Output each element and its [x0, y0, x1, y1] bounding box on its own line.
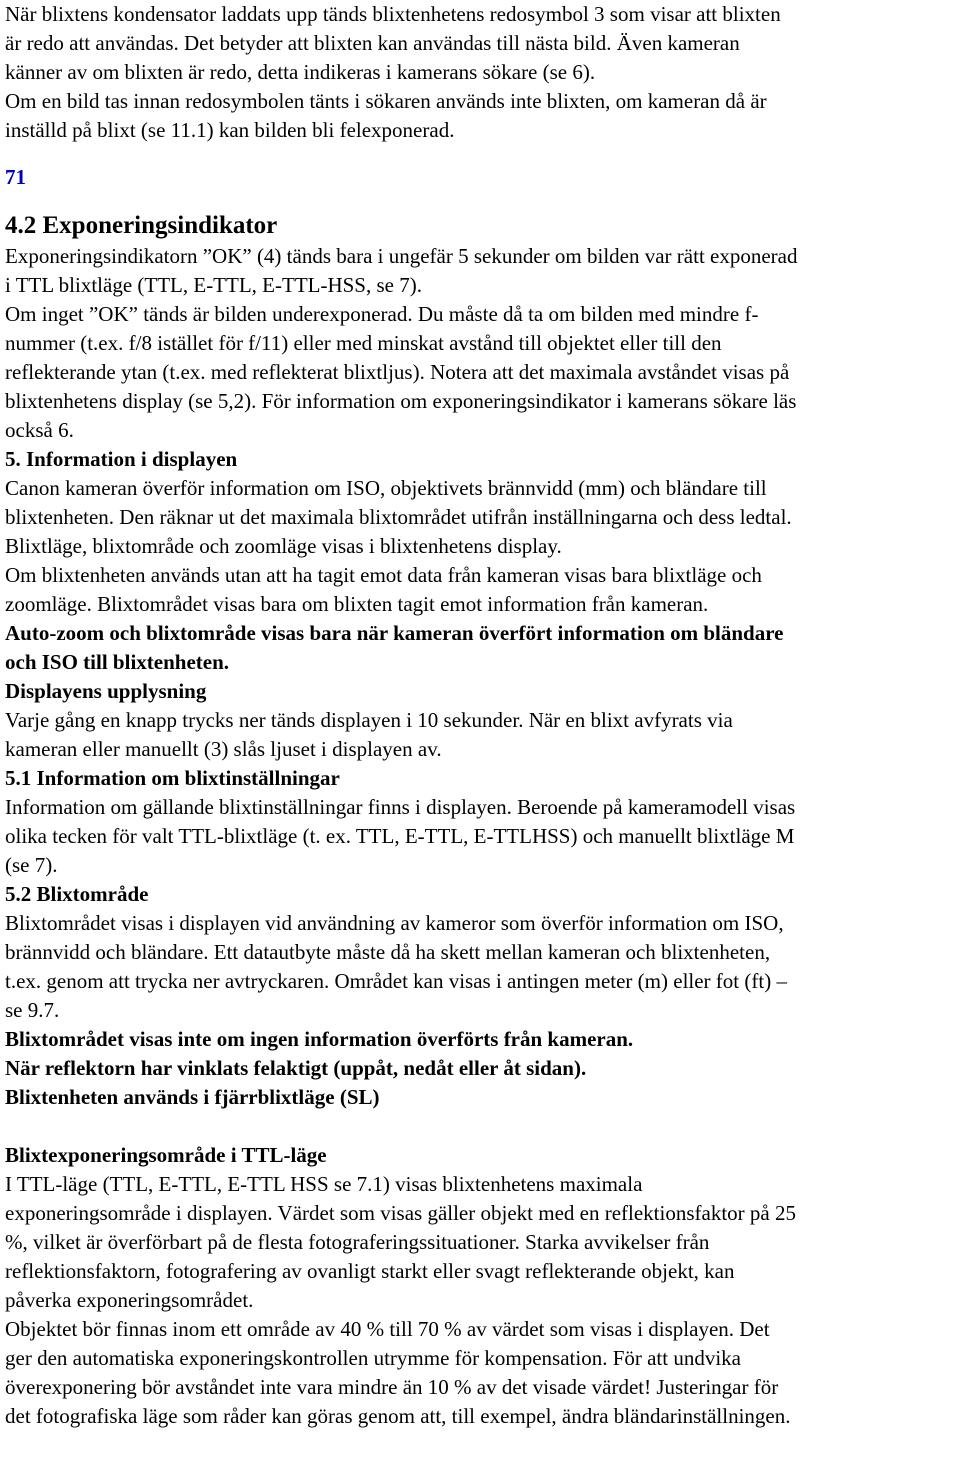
text-line: brännvidd och bländare. Ett datautbyte måste då ha skett mellan kameran och blixtenheten,	[5, 940, 771, 964]
bold-note: Blixtområdet visas inte om ingen information överförts från kameran.	[5, 1027, 634, 1051]
bold-note: När reflektorn har vinklats felaktigt (uppåt, nedåt eller åt sidan).	[5, 1056, 587, 1080]
text-line: Om en bild tas innan redosymbolen tänts i sökaren används inte blixten, om kameran då är	[5, 89, 767, 113]
text-line: Varje gång en knapp trycks ner tänds displayen i 10 sekunder. När en blixt avfyrats via	[5, 708, 733, 732]
ttl-range-section	[5, 1141, 960, 1431]
text-line: det fotografiska läge som råder kan göras genom att, till exempel, ändra bländarinställningen.	[5, 1404, 791, 1428]
text-line: Exponeringsindikatorn ”OK” (4) tänds bara i ungefär 5 sekunder om bilden var rätt exponerad	[5, 244, 798, 268]
text-line: olika tecken för valt TTL-blixtläge (t. ex. TTL, E-TTL, E-TTLHSS) och manuellt blixtläge M	[5, 824, 795, 848]
page-number: 71	[5, 165, 26, 189]
text-line: är redo att användas. Det betyder att blixten kan användas till nästa bild. Även kameran	[5, 31, 740, 55]
section-5	[5, 445, 960, 677]
text-line: i TTL blixtläge (TTL, E-TTL, E-TTL-HSS, se 7).	[5, 273, 422, 297]
text-line: (se 7).	[5, 853, 58, 877]
display-lighting	[5, 677, 960, 764]
text-line: t.ex. genom att trycka ner avtryckaren. Området kan visas i antingen meter (m) eller fot (ft) –	[5, 969, 787, 993]
text-line: ger den automatiska exponeringskontrollen utrymme för kompensation. För att undvika	[5, 1346, 742, 1370]
text-line: %, vilket är överförbart på de flesta fotograferingssituationer. Starka avvikelser från	[5, 1230, 710, 1254]
text-line: exponeringsområde i displayen. Värdet som visas gäller objekt med en reflektionsfaktor på 25	[5, 1201, 796, 1225]
subsection-heading: Blixtexponeringsområde i TTL-läge	[5, 1143, 327, 1167]
bold-note: Auto-zoom och blixtområde visas bara när kameran överfört information om bländare	[5, 621, 784, 645]
bold-note: och ISO till blixtenheten.	[5, 650, 230, 674]
section-heading: 4.2 Exponeringsindikator	[5, 212, 278, 239]
text-line: Om inget ”OK” tänds är bilden underexponerad. Du måste då ta om bilden med mindre f-	[5, 302, 759, 326]
text-line: I TTL-läge (TTL, E-TTL, E-TTL HSS se 7.1) visas blixtenhetens maximala	[5, 1172, 643, 1196]
text-line: reflekterande ytan (t.ex. med reflekterat blixtljus). Notera att det maximala avståndet visas på	[5, 360, 790, 384]
text-line: Objektet bör finnas inom ett område av 40 % till 70 % av värdet som visas i displayen. Det	[5, 1317, 770, 1341]
intro-paragraph	[5, 0, 960, 145]
text-line: Blixtområdet visas i displayen vid användning av kameror som överför information om ISO,	[5, 911, 784, 935]
text-line: reflektionsfaktorn, fotografering av ovanligt starkt eller svagt reflekterande objekt, kan	[5, 1259, 735, 1283]
section-heading: 5.2 Blixtområde	[5, 882, 149, 906]
text-line: Canon kameran överför information om ISO, objektivets brännvidd (mm) och bländare till	[5, 476, 767, 500]
text-line: kameran eller manuellt (3) slås ljuset i displayen av.	[5, 737, 442, 761]
text-line: påverka exponeringsområdet.	[5, 1288, 254, 1312]
text-line: nummer (t.ex. f/8 istället för f/11) eller med minskat avstånd till objektet eller till den	[5, 331, 722, 355]
section-heading: 5.1 Information om blixtinställningar	[5, 766, 340, 790]
text-line: Blixtläge, blixtområde och zoomläge visas i blixtenhetens display.	[5, 534, 562, 558]
subsection-heading: Displayens upplysning	[5, 679, 207, 703]
text-line: inställd på blixt (se 11.1) kan bilden bli felexponerad.	[5, 118, 455, 142]
text-line: också 6.	[5, 418, 74, 442]
section-heading: 5. Information i displayen	[5, 447, 238, 471]
text-line: känner av om blixten är redo, detta indikeras i kamerans sökare (se 6).	[5, 60, 596, 84]
text-line: Information om gällande blixtinställningar finns i displayen. Beroende på kameramodell visas	[5, 795, 796, 819]
text-line: När blixtens kondensator laddats upp tänds blixtenhetens redosymbol 3 som visar att blixten	[5, 2, 781, 26]
text-line: överexponering bör avståndet inte vara mindre än 10 % av det visade värdet! Justeringar för	[5, 1375, 779, 1399]
bold-note: Blixtenheten används i fjärrblixtläge (SL)	[5, 1085, 380, 1109]
text-line: blixtenhetens display (se 5,2). För information om exponeringsindikator i kamerans sökare läs	[5, 389, 797, 413]
section-4-2	[5, 210, 960, 445]
text-line: se 9.7.	[5, 998, 60, 1022]
section-5-2	[5, 880, 960, 1112]
text-line: Om blixtenheten används utan att ha tagit emot data från kameran visas bara blixtläge och	[5, 563, 762, 587]
section-5-1	[5, 764, 960, 880]
text-line: blixtenheten. Den räknar ut det maximala blixtområdet utifrån inställningarna och dess ledtal.	[5, 505, 792, 529]
text-line: zoomläge. Blixtområdet visas bara om blixten tagit emot information från kameran.	[5, 592, 709, 616]
